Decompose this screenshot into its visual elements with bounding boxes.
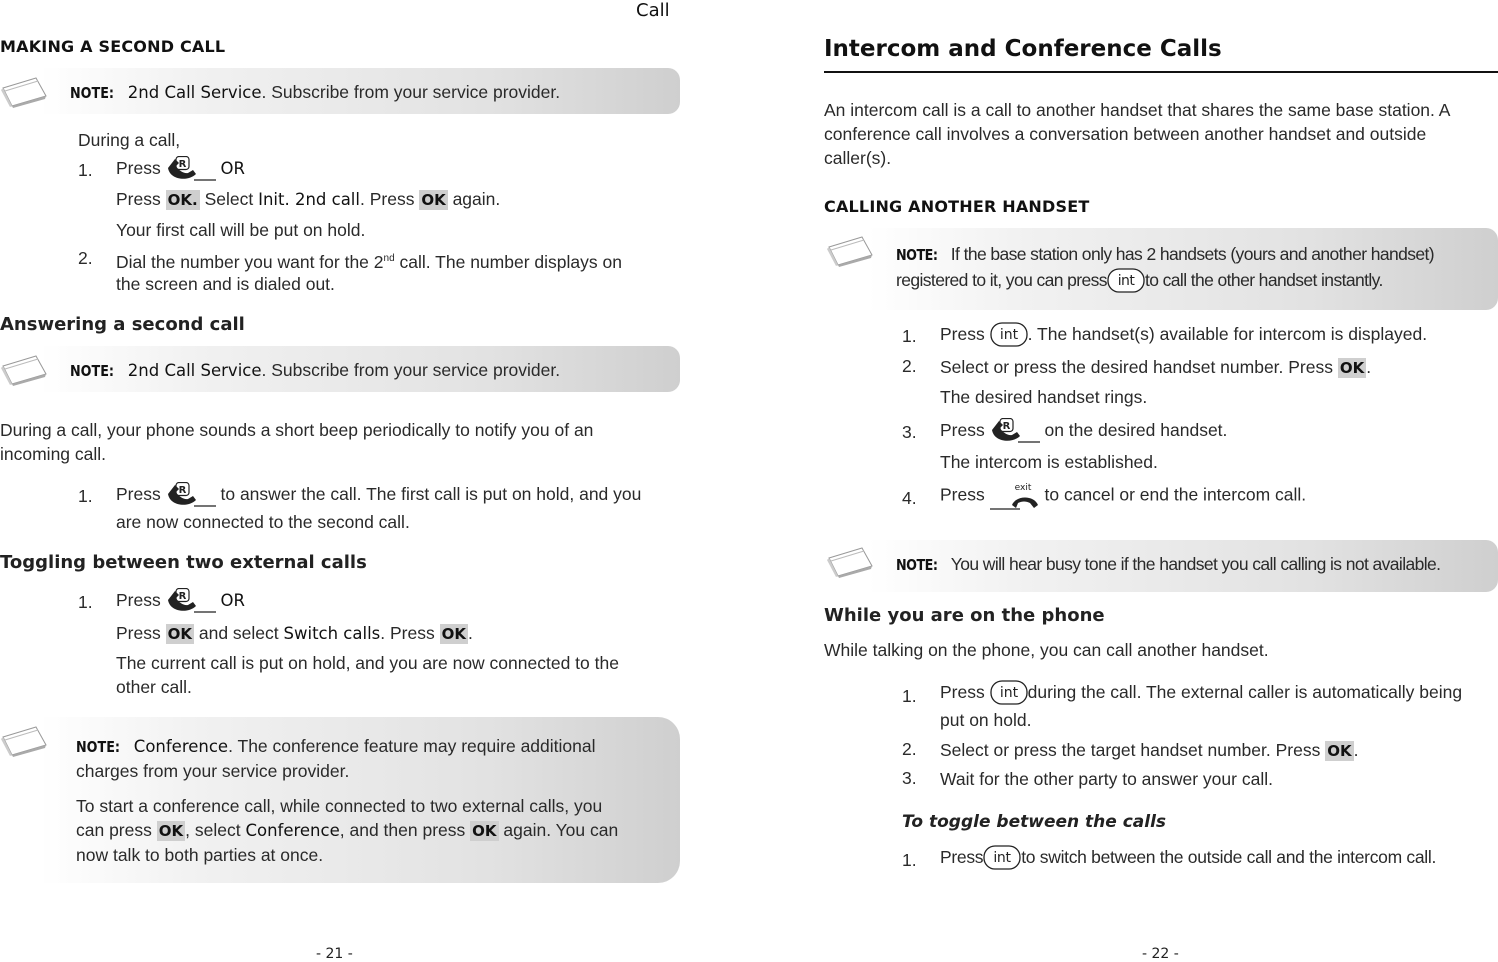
paragraph: During a call, your phone sounds a short beep periodically to notify you of an bbox=[0, 420, 594, 440]
paragraph: An intercom call is a call to another handset that shares the same base station. A bbox=[824, 100, 1451, 120]
step-number: 2. bbox=[902, 739, 917, 759]
talk-r-key-icon bbox=[990, 418, 1040, 444]
note-paper-icon bbox=[0, 723, 48, 757]
page-title-left: MAKING A SECOND CALL bbox=[0, 37, 226, 56]
note-text: NOTE: Conference. The conference feature may require additional bbox=[76, 736, 596, 756]
step-number: 2. bbox=[78, 248, 93, 268]
step-text: The desired handset rings. bbox=[940, 387, 1148, 407]
step-number: 1. bbox=[78, 486, 93, 506]
step-text: are now connected to the second call. bbox=[116, 512, 410, 532]
int-key-icon bbox=[990, 680, 1028, 706]
step-text: put on hold. bbox=[940, 710, 1032, 730]
note-paper-icon bbox=[0, 352, 48, 386]
step-number: 3. bbox=[902, 422, 917, 442]
step-text: Press . The handset(s) available for intercom is displayed. bbox=[940, 322, 1427, 348]
step-text: Press on the desired handset. bbox=[940, 418, 1227, 444]
step-text: Dial the number you want for the 2nd call. The number displays on bbox=[116, 251, 622, 272]
step-text: The current call is put on hold, and you are now connected to the bbox=[116, 653, 619, 673]
paragraph: While talking on the phone, you can call another handset. bbox=[824, 640, 1269, 660]
int-key-icon bbox=[1107, 268, 1145, 294]
step-text: Press OR bbox=[116, 588, 245, 614]
subsection-title: To toggle between the calls bbox=[902, 812, 1167, 832]
section-title: CALLING ANOTHER HANDSET bbox=[824, 197, 1090, 216]
talk-r-key-icon bbox=[166, 156, 216, 182]
step-text: Select or press the target handset number. Press OK . bbox=[940, 740, 1359, 760]
note-text: now talk to both parties at once. bbox=[76, 845, 324, 865]
section-title: While you are on the phone bbox=[824, 605, 1105, 626]
step-number: 4. bbox=[902, 488, 917, 508]
page-title-right: Intercom and Conference Calls bbox=[824, 36, 1222, 62]
int-key-icon bbox=[983, 845, 1021, 871]
step-text: the screen and is dialed out. bbox=[116, 274, 335, 294]
step-text: Select or press the desired handset number. Press OK . bbox=[940, 357, 1372, 377]
note-paper-icon bbox=[826, 233, 874, 267]
section-title: Answering a second call bbox=[0, 314, 245, 335]
note-text: NOTE: 2nd Call Service. Subscribe from your service provider. bbox=[70, 82, 561, 102]
step-number: 1. bbox=[902, 326, 917, 346]
step-number: 3. bbox=[902, 768, 917, 788]
note-text: registered to it, you can press to call the other handset instantly. bbox=[896, 268, 1383, 294]
page-number: - 21 - bbox=[316, 946, 353, 962]
note-paper-icon bbox=[826, 544, 874, 578]
note-text: To start a conference call, while connected to two external calls, you bbox=[76, 796, 603, 816]
talk-r-key-icon bbox=[166, 588, 216, 614]
int-key-icon bbox=[990, 322, 1028, 348]
paragraph: incoming call. bbox=[0, 444, 107, 464]
note-text: NOTE: If the base station only has 2 handsets (yours and another handset) bbox=[896, 244, 1434, 264]
exit-key-icon bbox=[990, 481, 1040, 511]
note-text: NOTE: 2nd Call Service. Subscribe from your service provider. bbox=[70, 360, 561, 380]
note-text: charges from your service provider. bbox=[76, 761, 350, 781]
step-text: Your first call will be put on hold. bbox=[116, 220, 366, 240]
title-rule bbox=[824, 71, 1498, 73]
step-text: Press OR bbox=[116, 156, 245, 182]
step-number: 1. bbox=[902, 686, 917, 706]
section-title: Toggling between two external calls bbox=[0, 552, 367, 573]
step-number: 1. bbox=[78, 160, 93, 180]
step-text: Press to switch between the outside call and the intercom call. bbox=[940, 845, 1436, 871]
note-text: NOTE: You will hear busy tone if the handset you call calling is not available. bbox=[896, 554, 1441, 574]
section-header: Call bbox=[636, 0, 670, 21]
step-text: other call. bbox=[116, 677, 192, 697]
intro-text: During a call, bbox=[78, 130, 181, 150]
step-number: 1. bbox=[78, 592, 93, 612]
paragraph: caller(s). bbox=[824, 148, 892, 168]
step-text: Press to answer the call. The first call is put on hold, and you bbox=[116, 482, 641, 508]
step-text: Press OK and select Switch calls. Press OK . bbox=[116, 623, 473, 643]
step-text: Press OK. Select Init. 2nd call. Press OK again. bbox=[116, 189, 501, 209]
step-text: The intercom is established. bbox=[940, 452, 1158, 472]
step-text: Press during the call. The external caller is automatically being bbox=[940, 680, 1462, 706]
note-text: can press OK , select Conference, and then press OK again. You can bbox=[76, 820, 619, 840]
talk-r-key-icon bbox=[166, 482, 216, 508]
page-number: - 22 - bbox=[1142, 946, 1179, 962]
step-text: Press to cancel or end the intercom call. bbox=[940, 481, 1306, 511]
note-paper-icon bbox=[0, 74, 48, 108]
paragraph: conference call involves a conversation between another handset and outside bbox=[824, 124, 1427, 144]
step-text: Wait for the other party to answer your call. bbox=[940, 769, 1273, 789]
step-number: 1. bbox=[902, 850, 917, 870]
step-number: 2. bbox=[902, 356, 917, 376]
